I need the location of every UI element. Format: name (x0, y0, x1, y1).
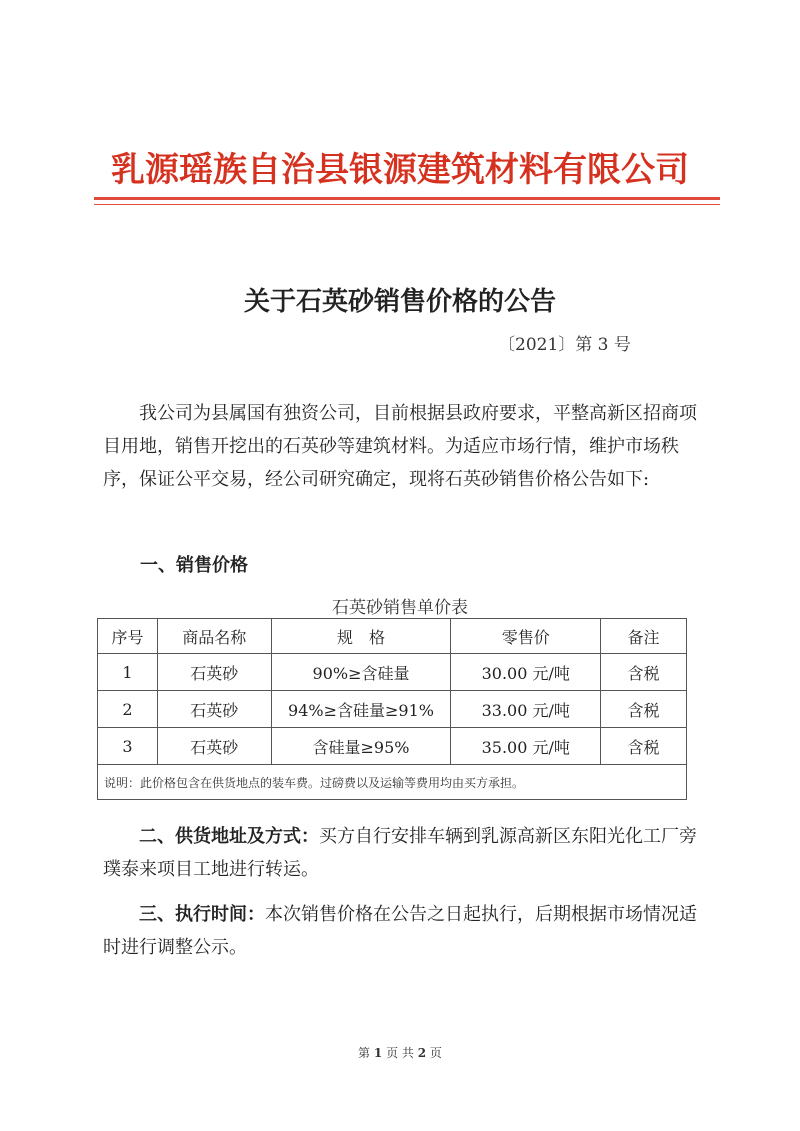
product-spec: 90%≥含硅量 (271, 654, 451, 691)
total-pages: 2 (417, 1046, 427, 1060)
company-name-letterhead: 乳源瑶族自治县银源建筑材料有限公司 (111, 150, 689, 190)
row-number: 1 (98, 654, 158, 691)
execution-text: 本次销售价格在公告之日起执行，后期根据市场情况适时进行调整公示。 (103, 904, 697, 958)
section-supply (103, 820, 703, 886)
product-name: 石英砂 (157, 691, 271, 728)
retail-price: 30.00 元/吨 (451, 654, 601, 691)
column-header: 商品名称 (157, 619, 271, 654)
row-number: 3 (98, 728, 158, 765)
intro-paragraph: 我公司为县属国有独资公司，目前根据县政府要求，平整高新区招商项目用地，销售开挖出的石英砂等建筑材料。为适应市场行情，维护市场秩序，保证公平交易，经公司研究确定，现将石英砂销售价格公告如下: (103, 403, 697, 490)
section-execution (103, 898, 703, 964)
supply-text: 买方自行安排车辆到乳源高新区东阳光化工厂旁璞泰来项目工地进行转运。 (103, 826, 697, 880)
table-note: 说明：此价格包含在供货地点的装车费。过磅费以及运输等费用均由买方承担。 (98, 765, 687, 800)
footer-middle: 页 共 (386, 1046, 414, 1060)
footer-suffix: 页 (429, 1046, 442, 1060)
table-note-row (98, 765, 687, 800)
footer-prefix: 第 (358, 1046, 371, 1060)
price-table (97, 618, 687, 800)
remark: 含税 (601, 691, 687, 728)
product-name: 石英砂 (157, 654, 271, 691)
table-caption: 石英砂销售单价表 (332, 598, 468, 618)
table-header-row (98, 619, 687, 654)
notice-title: 关于石英砂销售价格的公告 (243, 287, 556, 317)
column-header: 备注 (601, 619, 687, 654)
column-header: 零售价 (451, 619, 601, 654)
row-number: 2 (98, 691, 158, 728)
product-name: 石英砂 (157, 728, 271, 765)
letterhead-rule-thick (94, 197, 720, 200)
remark: 含税 (601, 654, 687, 691)
table-row (98, 654, 687, 691)
column-header: 序号 (98, 619, 158, 654)
table-row (98, 728, 687, 765)
table-row (98, 691, 687, 728)
product-spec: 94%≥含硅量≥91% (271, 691, 451, 728)
retail-price: 33.00 元/吨 (451, 691, 601, 728)
document-number: 〔2021〕第 3 号 (498, 335, 631, 355)
product-spec: 含硅量≥95% (271, 728, 451, 765)
current-page: 1 (373, 1046, 383, 1060)
section-heading-price: 一、销售价格 (140, 555, 248, 576)
remark: 含税 (601, 728, 687, 765)
retail-price: 35.00 元/吨 (451, 728, 601, 765)
column-header: 规 格 (271, 619, 451, 654)
section-heading-execution: 三、执行时间： (139, 904, 265, 925)
page-footer (0, 1044, 800, 1061)
letterhead-rule-thin (94, 204, 720, 205)
section-heading-supply: 二、供货地址及方式： (139, 826, 319, 847)
